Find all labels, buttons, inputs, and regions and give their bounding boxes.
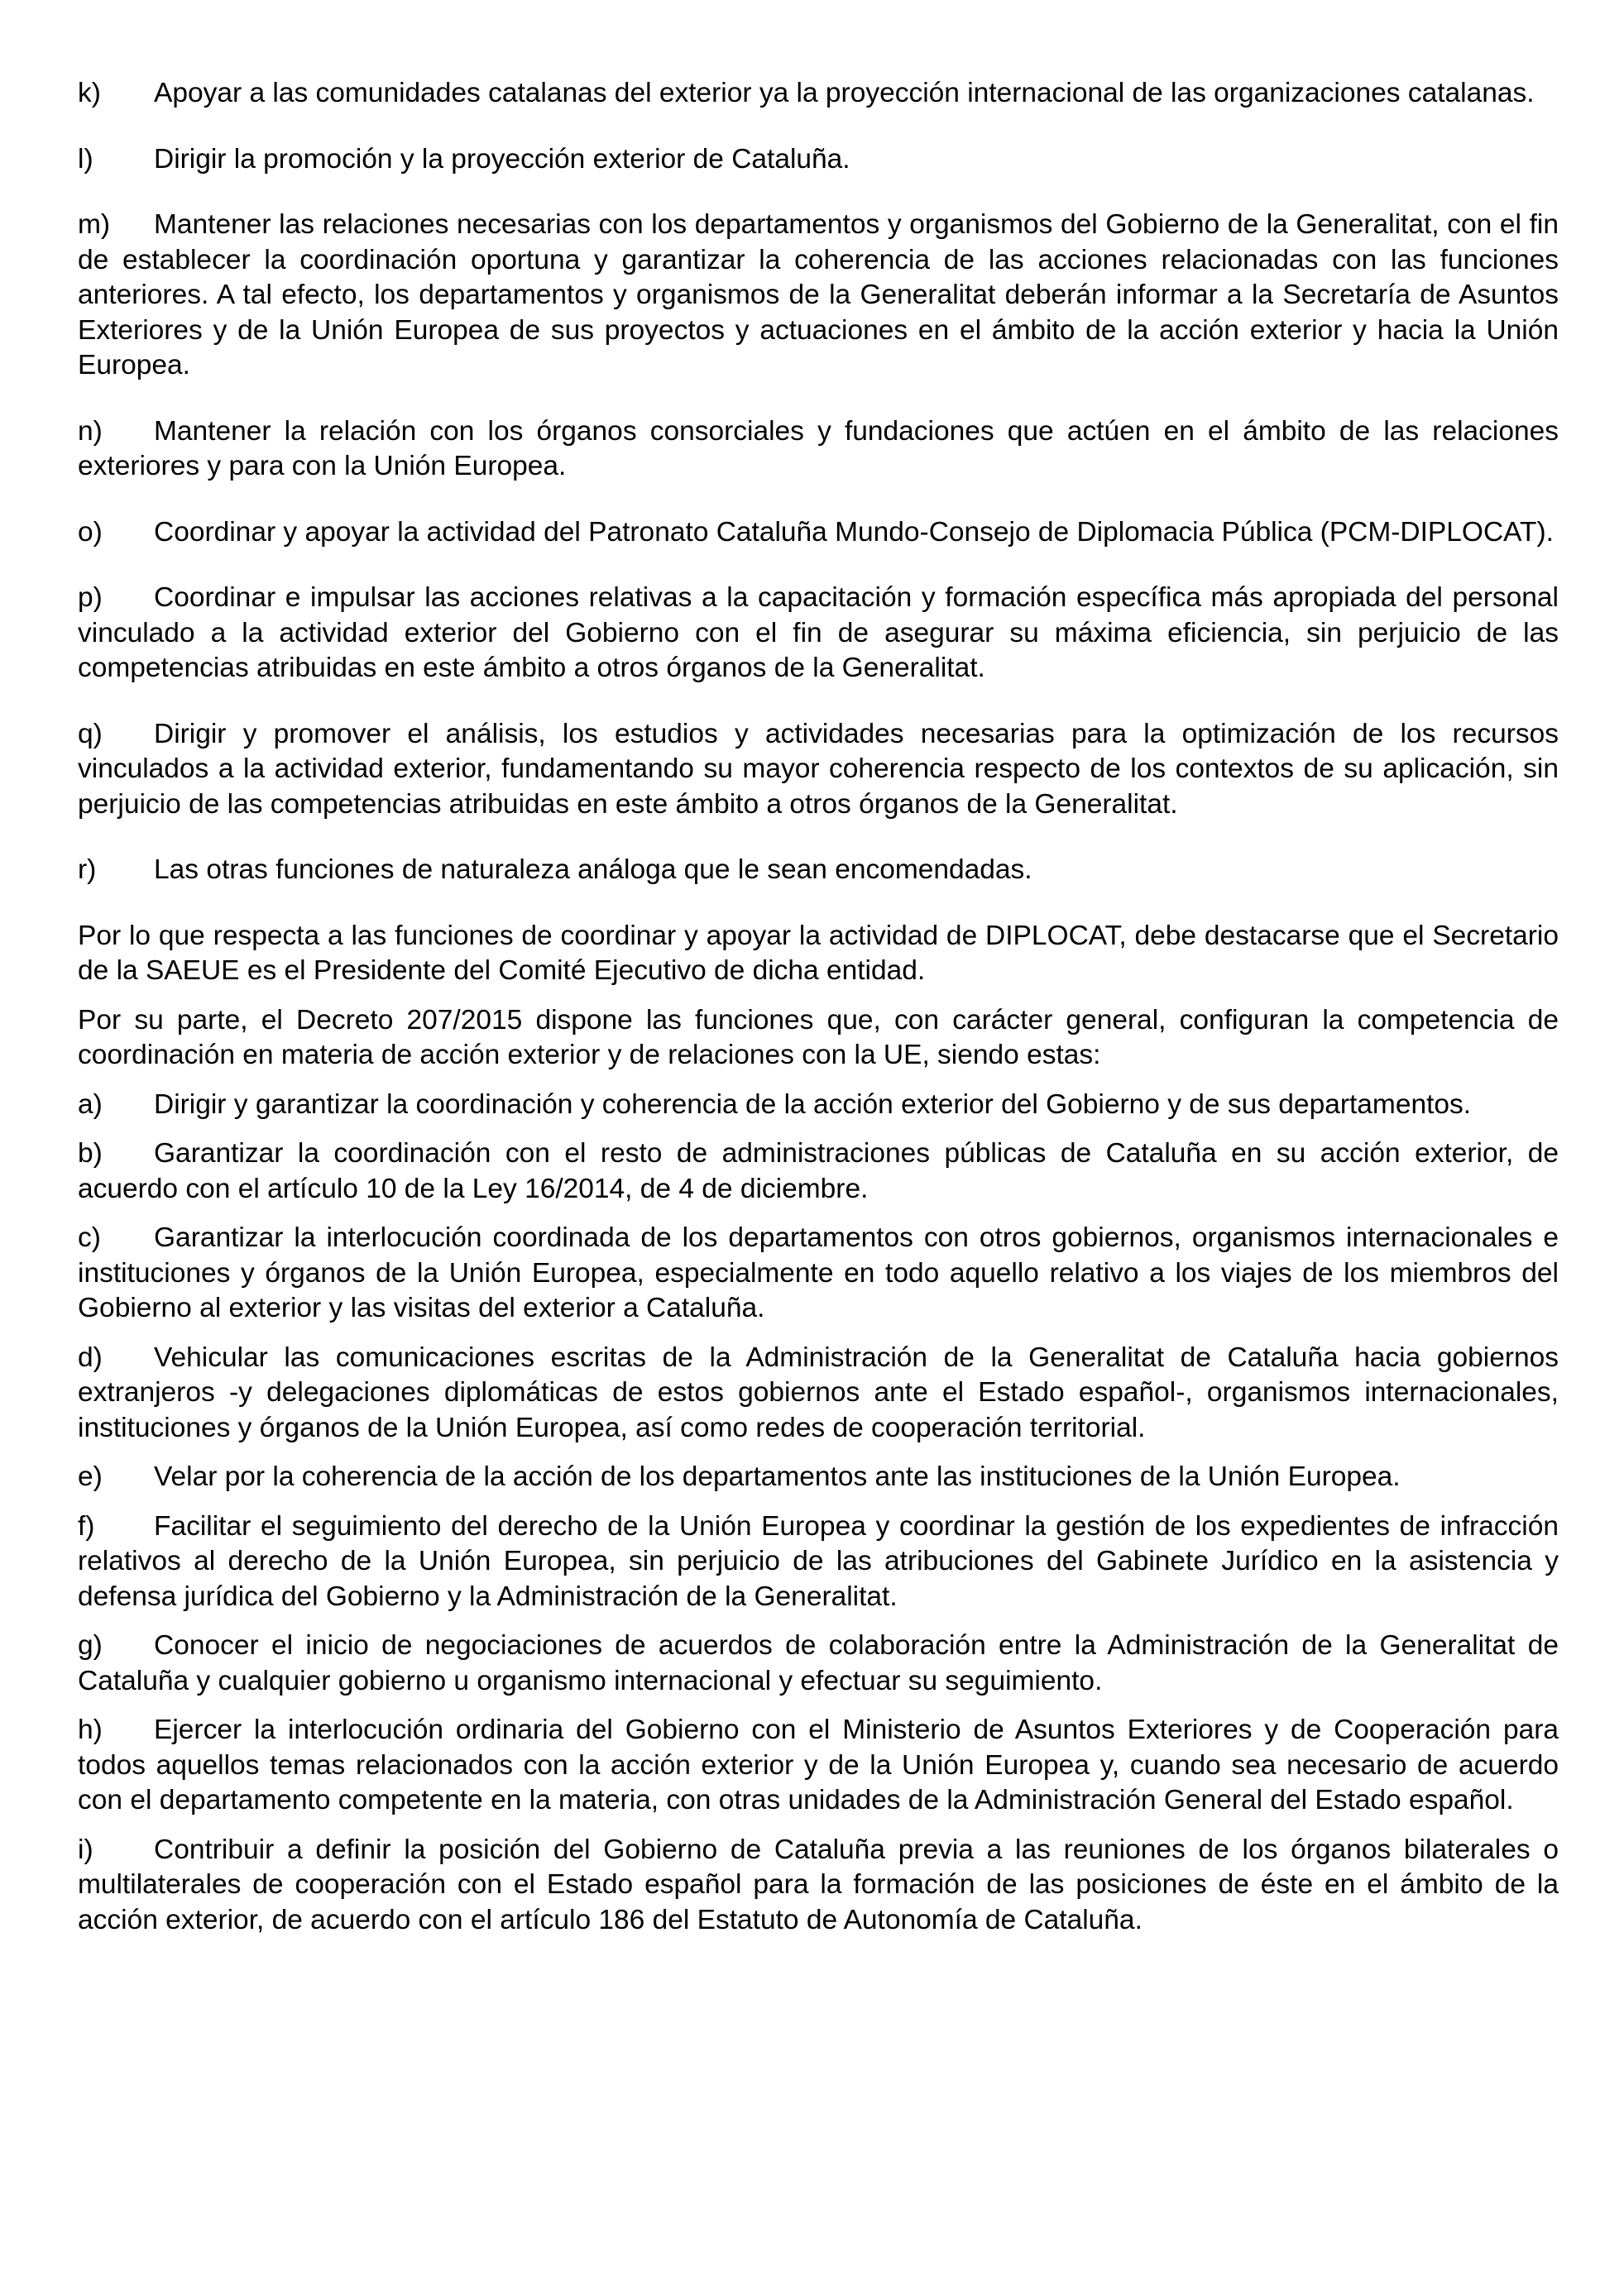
item-letter: c) <box>78 1222 101 1253</box>
item-letter: r) <box>78 854 97 885</box>
list-item-q <box>78 717 1559 823</box>
item-letter: g) <box>78 1630 103 1661</box>
item-text: Coordinar e impulsar las acciones relativas a la capacitación y formación específica más apropiada del personal vinculado a la actividad exterior del Gobierno con el fin de asegurar su máxima eficiencia, sin perjuicio de las competencias atribuidas en este ámbito a otros órganos de la Generalitat. <box>78 582 1559 683</box>
list-item-c <box>78 1221 1559 1327</box>
paragraph-diplocat: Por lo que respecta a las funciones de coordinar y apoyar la actividad de DIPLOCAT, debe destacarse que el Secretario de la SAEUE es el Presidente del Comité Ejecutivo de dicha entidad. <box>78 920 1559 986</box>
list-item-e <box>78 1460 1559 1495</box>
item-letter: l) <box>78 143 93 175</box>
item-text: Ejercer la interlocución ordinaria del Gobierno con el Ministerio de Asuntos Exteriores y de Cooperación para todos aquellos temas relacionados con la acción exterior y de la Unión Europea y, cuando sea necesario de acuerdo con el departamento competente en la materia, con otras unidades de la Administración General del Estado español. <box>78 1715 1559 1815</box>
item-letter: n) <box>78 415 103 447</box>
item-letter: d) <box>78 1342 103 1373</box>
item-letter: m) <box>78 209 111 240</box>
item-text: Mantener la relación con los órganos consorciales y fundaciones que actúen en el ámbito de las relaciones exteriores y para con la Unión Europea. <box>78 415 1559 481</box>
list-item-i <box>78 1833 1559 1939</box>
item-letter: h) <box>78 1715 103 1745</box>
document-page <box>78 76 1559 1938</box>
list-item-l <box>78 142 1559 178</box>
item-text: Dirigir la promoción y la proyección exterior de Cataluña. <box>154 143 850 175</box>
item-text: Conocer el inicio de negociaciones de acuerdos de colaboración entre la Administración de la Generalitat de Cataluña y cualquier gobierno u organismo internacional y efectuar su seguimiento. <box>78 1630 1559 1696</box>
item-letter: e) <box>78 1461 103 1492</box>
item-letter: p) <box>78 582 103 613</box>
item-letter: a) <box>78 1088 103 1120</box>
list-item-k <box>78 76 1559 112</box>
list-item-b <box>78 1136 1559 1207</box>
item-text: Garantizar la coordinación con el resto de administraciones públicas de Cataluña en su acción exterior, de acuerdo con el artículo 10 de la Ley 16/2014, de 4 de diciembre. <box>78 1138 1559 1204</box>
item-text: Vehicular las comunicaciones escritas de la Administración de la Generalitat de Cataluña hacia gobiernos extranjeros -y delegaciones diplomáticas de estos gobiernos ante el Estado español-, organismos internacionales, instituciones y órganos de la Unión Europea, así como redes de cooperación territorial. <box>78 1342 1559 1443</box>
list-item-r <box>78 853 1559 888</box>
item-letter: i) <box>78 1834 93 1865</box>
item-text: Dirigir y promover el análisis, los estudios y actividades necesarias para la optimización de los recursos vinculados a la actividad exterior, fundamentando su mayor coherencia respecto de los contextos de su aplicación, sin perjuicio de las competencias atribuidas en este ámbito a otros órganos de la Generalitat. <box>78 718 1559 820</box>
item-text: Facilitar el seguimiento del derecho de la Unión Europea y coordinar la gestión de los expedientes de infracción relativos al derecho de la Unión Europea, sin perjuicio de las atribuciones del Gabinete Jurídico en la asistencia y defensa jurídica del Gobierno y la Administración de la Generalitat. <box>78 1510 1559 1612</box>
paragraph-decreto: Por su parte, el Decreto 207/2015 dispone las funciones que, con carácter general, configuran la competencia de coordinación en materia de acción exterior y de relaciones con la UE, siendo estas: <box>78 1004 1559 1070</box>
item-text: Contribuir a definir la posición del Gobierno de Cataluña previa a las reuniones de los órganos bilaterales o multilaterales de cooperación con el Estado español para la formación de las posiciones de éste en el ámbito de la acción exterior, de acuerdo con el artículo 186 del Estatuto de Autonomía de Cataluña. <box>78 1834 1559 1935</box>
item-letter: o) <box>78 516 103 548</box>
list-item-m <box>78 208 1559 384</box>
item-letter: b) <box>78 1138 103 1169</box>
list-item-g <box>78 1629 1559 1699</box>
item-text: Coordinar y apoyar la actividad del Patronato Cataluña Mundo-Consejo de Diplomacia Pública (PCM-DIPLOCAT). <box>154 516 1554 548</box>
list-item-f <box>78 1509 1559 1615</box>
item-text: Garantizar la interlocución coordinada de los departamentos con otros gobiernos, organismos internacionales e instituciones y órganos de la Unión Europea, especialmente en todo aquello relativo a los viajes de los miembros del Gobierno al exterior y las visitas del exterior a Cataluña. <box>78 1222 1559 1323</box>
item-text: Apoyar a las comunidades catalanas del exterior ya la proyección internacional de las organizaciones catalanas. <box>154 78 1535 108</box>
item-text: Mantener las relaciones necesarias con los departamentos y organismos del Gobierno de la Generalitat, con el fin de establecer la coordinación oportuna y garantizar la coherencia de las acciones relacionadas con las funciones anteriores. A tal efecto, los departamentos y organismos de la Generalitat deberán informar a la Secretaría de Asuntos Exteriores y de la Unión Europea de sus proyectos y actuaciones en el ámbito de la acción exterior y hacia la Unión Europea. <box>78 209 1559 380</box>
item-text: Velar por la coherencia de la acción de los departamentos ante las instituciones de la Unión Europea. <box>154 1461 1401 1492</box>
list-item-a <box>78 1088 1559 1123</box>
list-item-o <box>78 515 1559 551</box>
list-item-n <box>78 414 1559 485</box>
item-letter: k) <box>78 78 101 108</box>
list-item-h <box>78 1713 1559 1819</box>
item-text: Las otras funciones de naturaleza análoga que le sean encomendadas. <box>154 854 1032 885</box>
list-item-p <box>78 581 1559 686</box>
item-text: Dirigir y garantizar la coordinación y coherencia de la acción exterior del Gobierno y de sus departamentos. <box>154 1088 1472 1120</box>
item-letter: q) <box>78 718 103 749</box>
list-item-d <box>78 1341 1559 1447</box>
item-letter: f) <box>78 1510 95 1542</box>
